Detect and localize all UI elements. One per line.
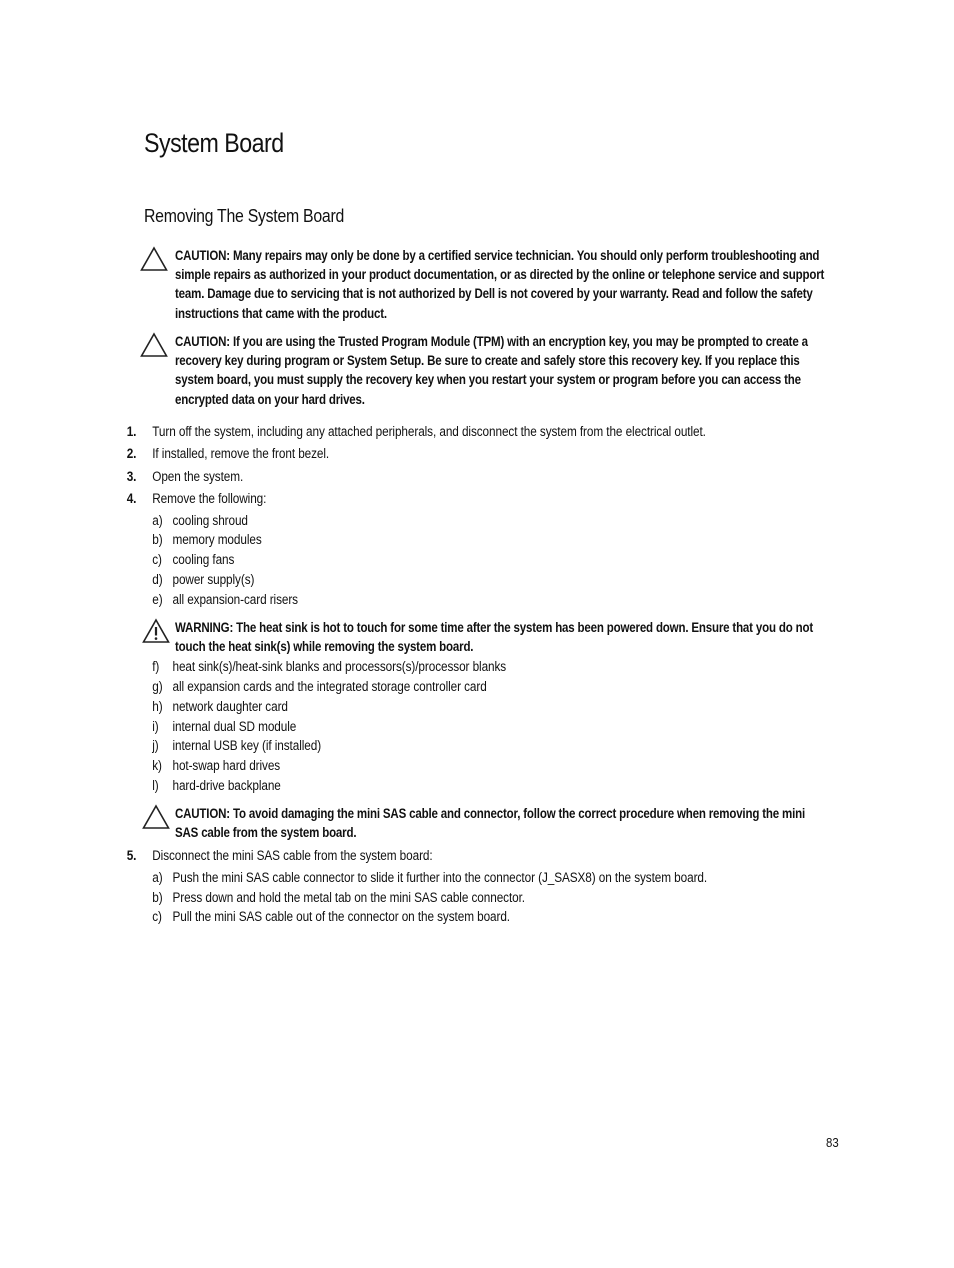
step-number: 1. — [126, 424, 137, 439]
step-text: Open the system. — [152, 469, 244, 484]
item-text: network daughter card — [172, 699, 288, 714]
item-text: all expansion cards and the integrated storage controller card — [172, 679, 487, 694]
page-title: System Board — [144, 128, 284, 158]
step-text: Remove the following: — [152, 491, 267, 506]
caution-text: CAUTION: To avoid damaging the mini SAS cable and connector, follow the correct procedure when removing the mini SAS cable from the system board. — [175, 806, 805, 841]
caution-text: CAUTION: Many repairs may only be done by a certified service technician. You should only perform troubleshooting and simple repairs as authorized in your product documentation, or as directed by the online or telephone service and support team. Damage due to servicing that is not authorized by Dell is not covered by your warranty. Read and follow the safety instructions that came with the product. — [175, 248, 825, 321]
item-letter: c) — [152, 552, 162, 567]
item-letter: j) — [152, 738, 159, 753]
item-letter: b) — [152, 890, 163, 905]
caution-notice — [142, 804, 842, 842]
item-text: Push the mini SAS cable connector to slide it further into the connector (J_SASX8) on the system board. — [172, 870, 708, 885]
item-text: power supply(s) — [172, 572, 255, 587]
item-text: heat sink(s)/heat-sink blanks and processors(s)/processor blanks — [172, 659, 507, 674]
item-letter: e) — [152, 592, 163, 607]
step-number: 2. — [126, 446, 137, 461]
item-text: internal dual SD module — [172, 719, 297, 734]
step-text: Turn off the system, including any attached peripherals, and disconnect the system from the electrical outlet. — [152, 424, 706, 439]
item-letter: h) — [152, 699, 163, 714]
step-number: 3. — [126, 469, 137, 484]
item-letter: d) — [152, 572, 163, 587]
item-text: cooling shroud — [172, 513, 248, 528]
item-letter: i) — [152, 719, 159, 734]
step-text: Disconnect the mini SAS cable from the system board: — [152, 848, 433, 863]
item-letter: a) — [152, 513, 163, 528]
step-text: If installed, remove the front bezel. — [152, 446, 330, 461]
item-letter: f) — [152, 659, 160, 674]
section-title: Removing The System Board — [144, 206, 345, 226]
caution-notice — [140, 332, 840, 409]
caution-triangle-icon — [142, 804, 170, 830]
warning-triangle-icon — [142, 618, 170, 644]
item-text: cooling fans — [172, 552, 235, 567]
item-letter: k) — [152, 758, 162, 773]
caution-text: CAUTION: If you are using the Trusted Program Module (TPM) with an encryption key, you may be prompted to create a recovery key during program or System Setup. Be sure to create and safely store this recovery key. If you replace this system board, you must supply the recovery key when you restart your system or program before you can access the encrypted data on your hard drives. — [175, 334, 808, 407]
item-text: hot-swap hard drives — [172, 758, 281, 773]
item-letter: g) — [152, 679, 163, 694]
item-text: all expansion-card risers — [172, 592, 299, 607]
warning-notice — [142, 618, 842, 656]
caution-triangle-icon — [140, 332, 168, 358]
item-text: hard-drive backplane — [172, 778, 281, 793]
caution-notice — [140, 246, 840, 323]
caution-triangle-icon — [140, 246, 168, 272]
item-text: internal USB key (if installed) — [172, 738, 322, 753]
item-text: Press down and hold the metal tab on the mini SAS cable connector. — [172, 890, 525, 905]
item-letter: a) — [152, 870, 163, 885]
warning-text: WARNING: The heat sink is hot to touch for some time after the system has been powered down. Ensure that you do not touch the heat sink(s) while removing the system board. — [175, 620, 813, 655]
item-letter: l) — [152, 778, 159, 793]
item-letter: b) — [152, 532, 163, 547]
step-number: 5. — [126, 848, 137, 863]
page-number: 83 — [826, 1135, 839, 1150]
step-number: 4. — [126, 491, 137, 506]
item-letter: c) — [152, 909, 162, 924]
item-text: Pull the mini SAS cable out of the connector on the system board. — [172, 909, 511, 924]
item-text: memory modules — [172, 532, 262, 547]
